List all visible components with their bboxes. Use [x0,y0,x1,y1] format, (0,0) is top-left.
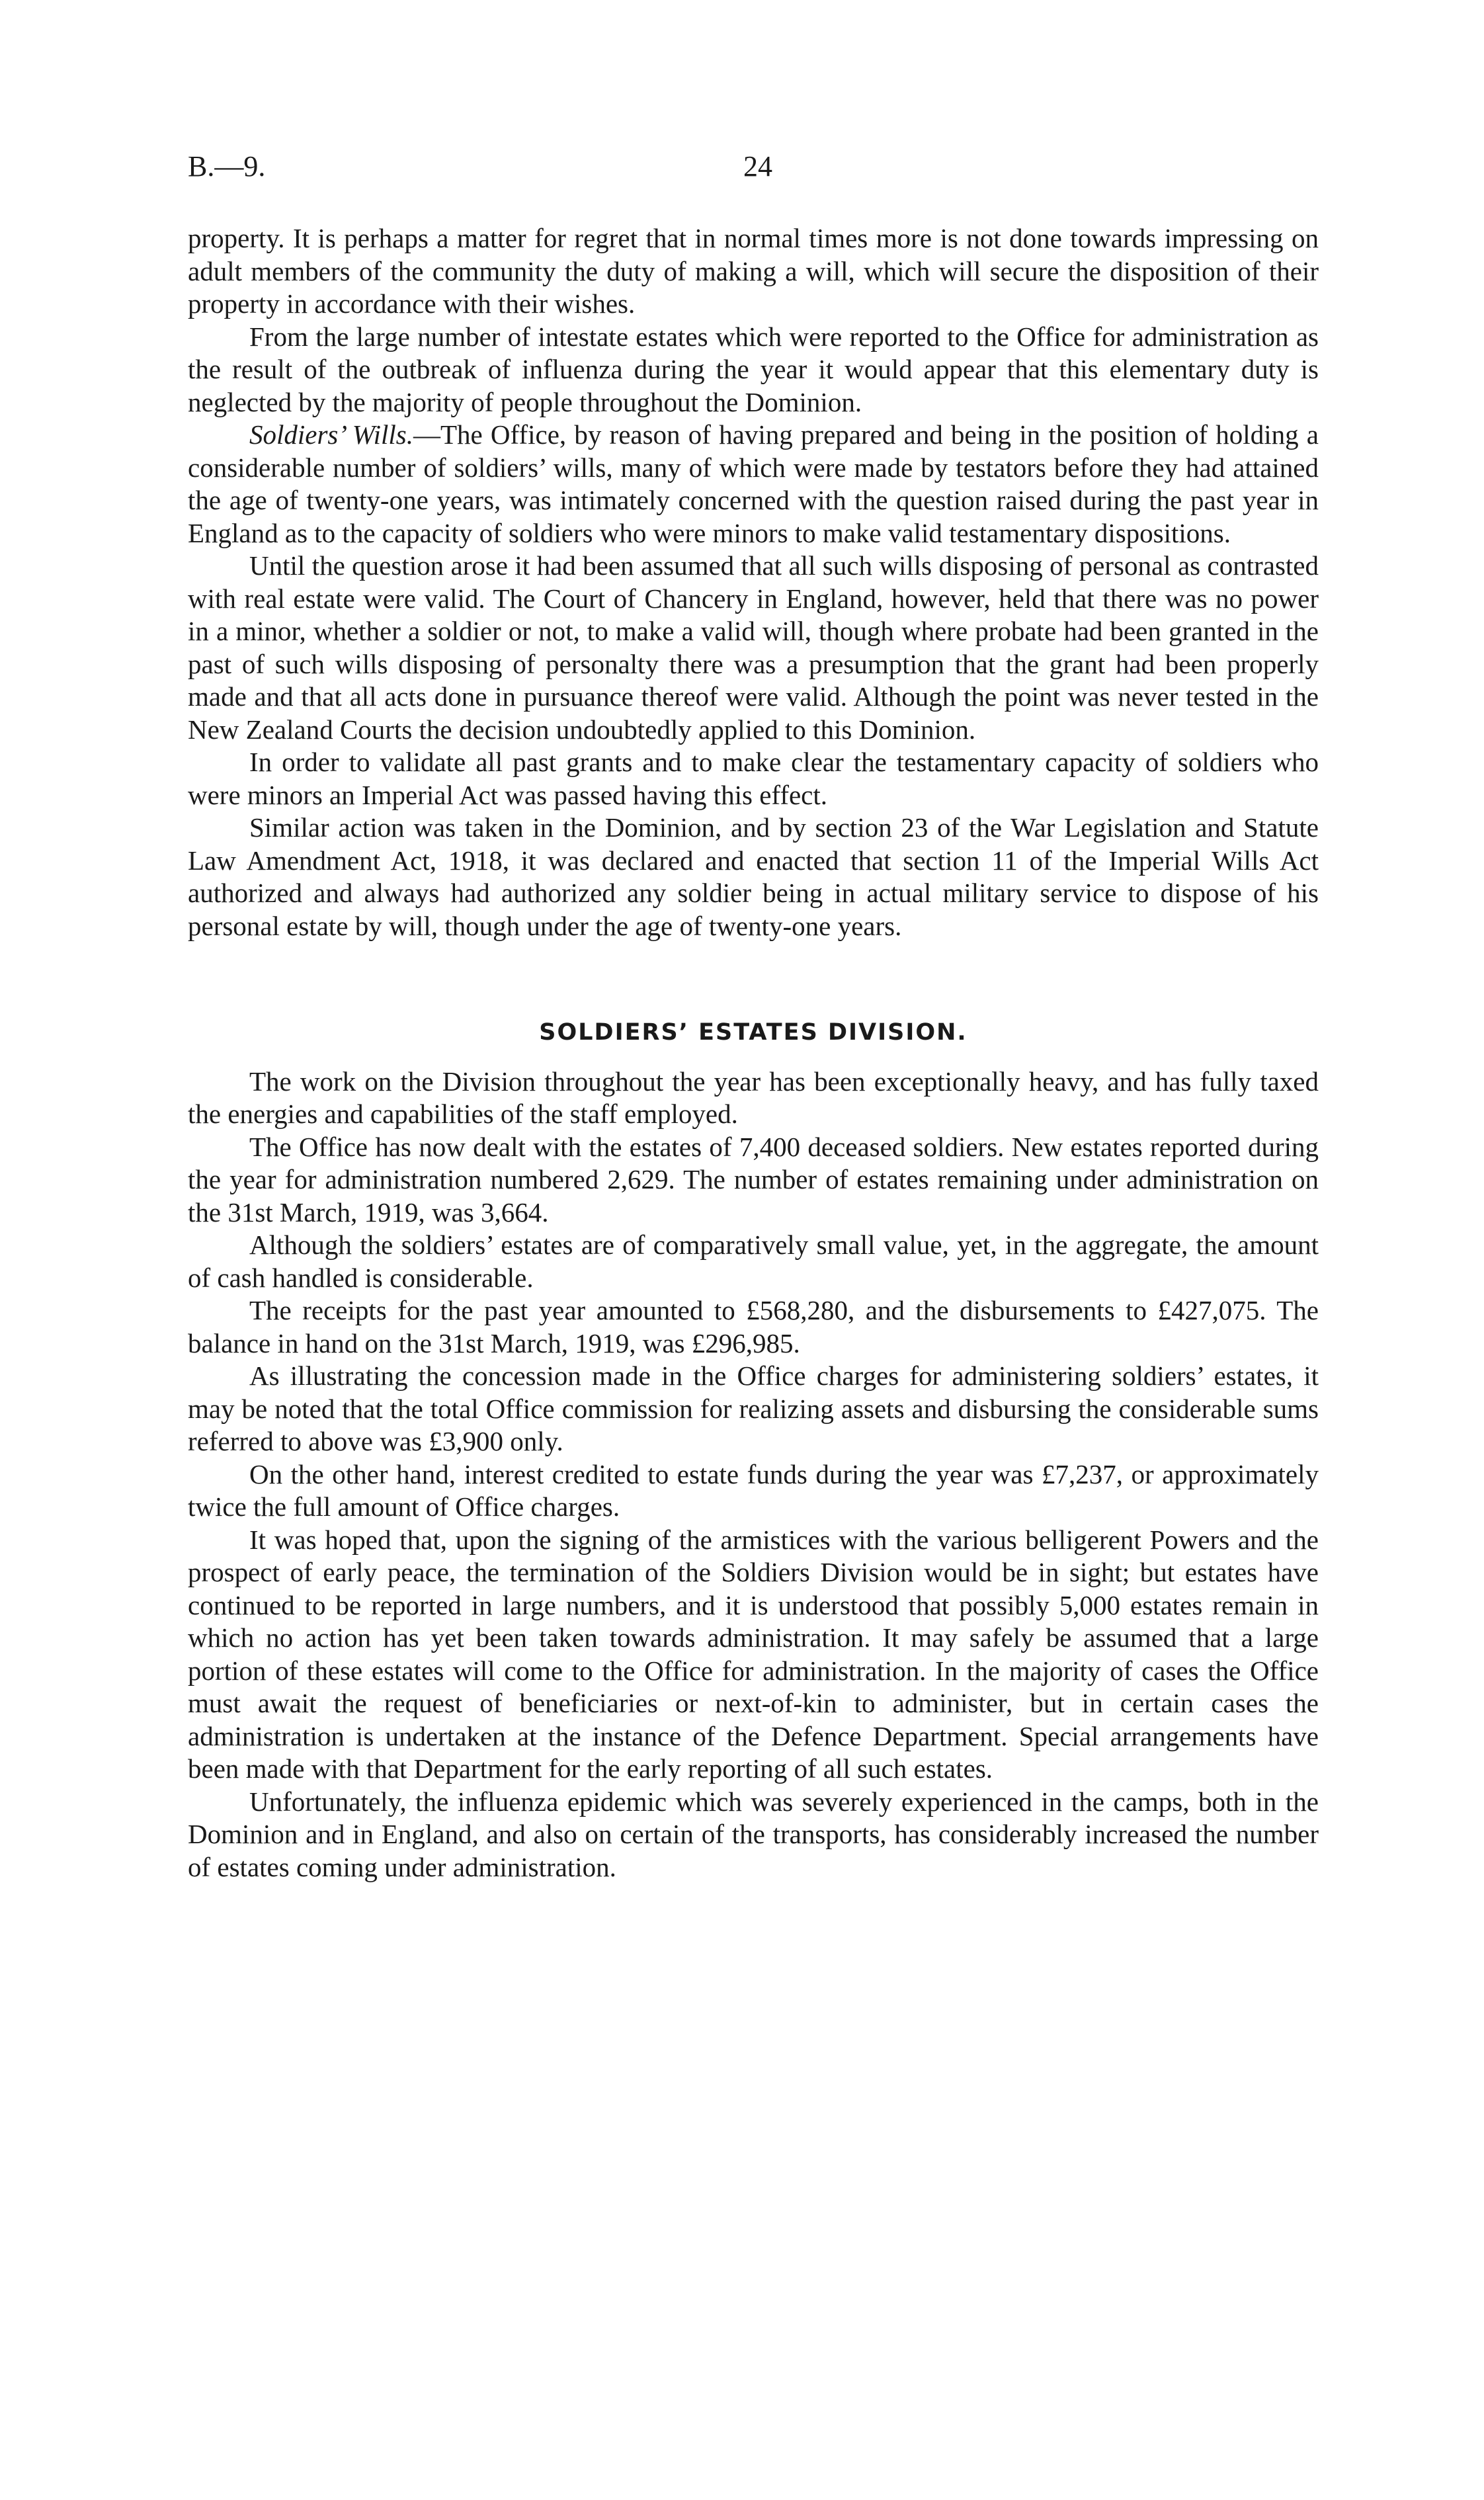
page-header [188,149,1319,189]
paragraph-court-of-chancery: Until the question arose it had been assumed that all such wills disposing of personal as contrasted with real estate were valid. The Court of Chancery in England, however, held that there was no power in a minor, whether a soldier or not, to make a valid will, though where probate had been granted in the past of such wills disposing of personalty there was a presumption that the grant had been properly made and that all acts done in pursuance thereof were valid. Although the point was never tested in the New Zealand Courts the decision undoubtedly applied to this Dominion. [188,550,1319,745]
paragraph-dominion-action: Similar action was taken in the Dominion, and by section 23 of the War Legislation and Statute Law Amendment Act, 1918, it was declared and enacted that section 11 of the Imperial Wills Act authorized and always had authorized any soldier being in actual military service to dispose of his personal estate by will, though under the age of twenty-one years. [188,812,1319,941]
paragraph-soldiers-wills [188,419,1319,550]
paragraph-influenza-epidemic: Unfortunately, the influenza epidemic which was severely experienced in the camps, both in the Dominion and in England, and also on certain of the transports, has considerably increased the number of estates coming under administration. [188,1786,1319,1882]
paragraph-armistice: It was hoped that, upon the signing of the armistices with the various belligerent Powers and the prospect of early peace, the termination of the Soldiers Division would be in sight; but estates have continued to be reported in large numbers, and it is understood that possibly 5,000 estates remain in which no action has yet been taken towards administration. It may safely be assumed that a large portion of these estates will come to the Office for administration. In the majority of cases the Office must await the request of beneficiaries or next-of-kin to administer, but in certain cases the administration is undertaken at the instance of the Defence Department. Special arrangements have been made with that Department for the early reporting of all such estates. [188,1524,1319,1784]
paragraph-interest-credited: On the other hand, interest credited to estate funds during the year was £7,237, or approximately twice the full amount of Office charges. [188,1458,1319,1522]
paragraph-division-work: The work on the Division throughout the year has been exceptionally heavy, and has fully taxed the energies and capabilities of the staff employed. [188,1065,1319,1129]
section-title: SOLDIERS’ ESTATES DIVISION. [539,1019,968,1046]
soldiers-wills-text: —The Office, by reason of having prepared and being in the position of holding a considerable number of soldiers’ wills, many of which were made by testators before they had attained the age of twenty-one years, was intimately concerned with the question raised during the past year in England as to the capacity of soldiers who were minors to make valid testamentary dispositions. [188,419,1319,548]
paragraph-office-charges: As illustrating the concession made in the Office charges for administering soldiers’ estates, it may be noted that the total Office commission for realizing assets and disbursing the considerable sums referred to above was £3,900 only. [188,1360,1319,1456]
document-reference: B.—9. [188,150,266,183]
paragraph-estates-dealt: The Office has now dealt with the estates of 7,400 deceased soldiers. New estates reported during the year for administration numbered 2,629. The number of estates remaining under administration on the 31st March, 1919, was 3,664. [188,1131,1319,1228]
paragraph-imperial-act: In order to validate all past grants and to make clear the testamentary capacity of soldiers who were minors an Imperial Act was passed having this effect. [188,747,1319,810]
body-text [188,222,1319,1884]
page-number: 24 [743,150,772,183]
paragraph-cash-handled: Although the soldiers’ estates are of comparatively small value, yet, in the aggregate, the amount of cash handled is considerable. [188,1229,1319,1293]
paragraph-continuation: property. It is perhaps a matter for regret that in normal times more is not done towards impressing on adult members of the community the duty of making a will, which will secure the disposition of their property in accordance with their wishes. [188,223,1319,319]
soldiers-wills-heading: Soldiers’ Wills. [249,419,413,450]
paragraph-intestate-estates: From the large number of intestate estates which were reported to the Office for administration as the result of the outbreak of influenza during the year it would appear that this elementary duty is neglected by the majority of people throughout the Dominion. [188,321,1319,417]
paragraph-receipts: The receipts for the past year amounted to £568,280, and the disbursements to £427,075. The balance in hand on the 31st March, 1919, was £296,985. [188,1295,1319,1358]
